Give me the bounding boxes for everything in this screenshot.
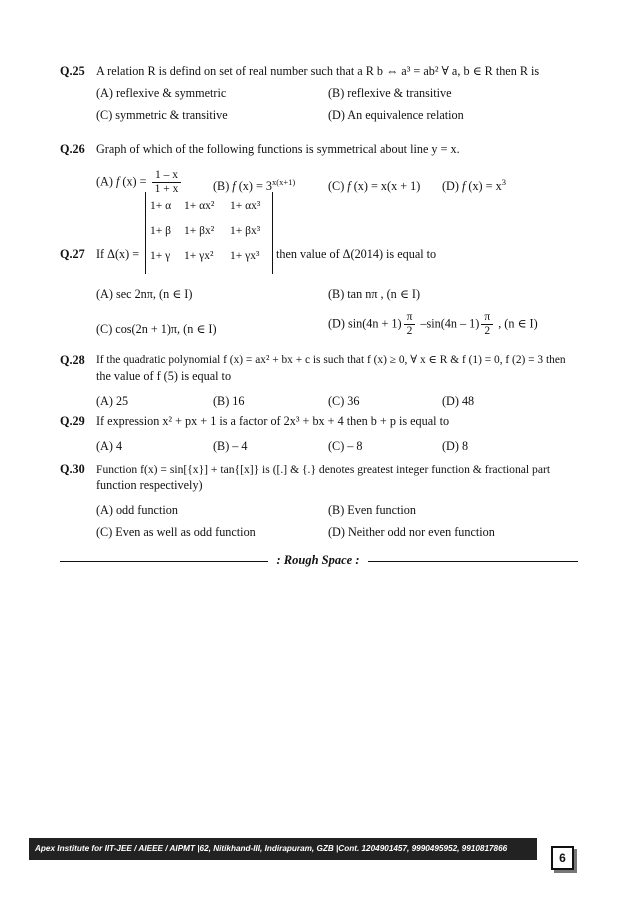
question-stem: If the quadratic polynomial f (x) = ax² + bx + c is such that f (x) ≥ 0, ∀ x ∈ R & f (1) = 0, f (2) = 3 then xyxy=(96,354,566,366)
question-26 xyxy=(60,142,580,160)
option-b: (B) 16 xyxy=(213,394,245,408)
option-text: , (n ∈ I) xyxy=(495,316,538,331)
option-a: (A) 4 xyxy=(96,439,123,453)
matrix-cell: 1+ αx³ xyxy=(230,200,261,212)
option-b: (B) reflexive & transitive xyxy=(328,86,452,100)
option-label: (D) xyxy=(442,179,462,193)
rough-divider-right xyxy=(368,561,578,562)
question-stem: A relation R is defind on set of real number such that a R b ⇔ a³ = ab² ∀ a, b ∈ R then R is xyxy=(96,64,540,78)
option-d: (D) Neither odd nor even function xyxy=(328,525,495,539)
determinant-rhs: then value of Δ(2014) is equal to xyxy=(276,247,437,261)
matrix-cell: 1+ α xyxy=(150,200,172,212)
question-28 xyxy=(60,353,580,387)
option-c: (C) symmetric & transitive xyxy=(96,108,228,122)
option-b: (B) Even function xyxy=(328,503,416,517)
option-text: (D) sin(4n + 1) xyxy=(328,316,402,331)
option-c: (C) Even as well as odd function xyxy=(96,525,256,539)
option-text: –sin(4n – 1) xyxy=(417,316,480,331)
option-c: (C) 36 xyxy=(328,394,360,408)
function-symbol: f xyxy=(461,179,466,193)
option-b: (B) – 4 xyxy=(213,439,248,453)
numerator: π xyxy=(404,311,416,325)
page-number: 6 xyxy=(551,846,574,870)
option-text: (x) = 3 xyxy=(235,179,273,193)
question-number: Q.30 xyxy=(60,462,85,476)
option-c: (C) cos(2n + 1)π, (n ∈ I) xyxy=(96,322,217,336)
matrix-cell: 1+ γ xyxy=(150,250,171,262)
question-number: Q.29 xyxy=(60,414,85,428)
option-a: (A) 25 xyxy=(96,394,129,408)
question-stem: Function f(x) = sin[{x}] + tan{[x]} is ([.] & {.} denotes greatest integer function & fractional part xyxy=(96,463,551,476)
option-c: (C) – 8 xyxy=(328,439,363,453)
rough-space-area xyxy=(60,575,578,815)
option-text: (x) = x(x + 1) xyxy=(350,179,421,193)
exponent: x(x+1) xyxy=(272,176,296,187)
option-a: (A) odd function xyxy=(96,503,178,517)
option-a: (A) reflexive & symmetric xyxy=(96,86,227,100)
rough-divider-left xyxy=(60,561,268,562)
option-b: (B) tan nπ , (n ∈ I) xyxy=(328,287,421,301)
rough-space-label: : Rough Space : xyxy=(276,553,360,567)
option-label: (A) xyxy=(96,174,116,189)
exponent: 3 xyxy=(501,176,506,187)
matrix-cell: 1+ β xyxy=(150,225,171,237)
option-c xyxy=(328,179,420,194)
matrix-cell: 1+ αx² xyxy=(184,200,215,212)
option-label: (C) xyxy=(328,179,348,193)
option-d xyxy=(328,311,538,338)
matrix-cell: 1+ γx³ xyxy=(230,250,260,262)
function-symbol: f xyxy=(232,179,236,193)
matrix-cell: 1+ βx³ xyxy=(230,225,261,237)
option-d xyxy=(442,176,506,194)
question-stem: Graph of which of the following functions is symmetrical about line y = x. xyxy=(96,142,460,156)
option-label: (B) xyxy=(213,179,233,193)
denominator: 1 + x xyxy=(154,183,179,195)
question-29 xyxy=(60,414,580,432)
question-number: Q.25 xyxy=(60,64,85,78)
fraction xyxy=(404,311,416,338)
question-stem-line2: the value of f (5) is equal to xyxy=(96,369,232,383)
matrix-cell: 1+ γx² xyxy=(184,250,214,262)
function-symbol: f xyxy=(115,174,120,189)
denominator: 2 xyxy=(406,325,413,337)
determinant-lhs: If Δ(x) = xyxy=(96,247,140,261)
numerator: π xyxy=(481,311,493,325)
question-stem-line2: function respectively) xyxy=(96,478,203,492)
option-text: (x) = xyxy=(119,174,150,189)
footer-banner: Apex Institute for IIT-JEE / AIEEE / AIPMT |62, Nitikhand-III, Indirapuram, GZB |Cont. 1204901457, 9990495952, 9910817866 xyxy=(29,838,537,860)
option-text: (x) = x xyxy=(465,179,502,193)
question-number: Q.28 xyxy=(60,353,85,367)
question-stem: If expression x² + px + 1 is a factor of 2x³ + bx + 4 then b + p is equal to xyxy=(96,414,450,428)
question-30 xyxy=(60,462,580,496)
question-number: Q.26 xyxy=(60,142,85,156)
determinant-matrix xyxy=(145,192,273,274)
option-d: (D) 8 xyxy=(442,439,469,453)
denominator: 2 xyxy=(484,325,491,337)
option-d: (D) 48 xyxy=(442,394,475,408)
option-a: (A) sec 2nπ, (n ∈ I) xyxy=(96,287,193,301)
function-symbol: f xyxy=(347,179,351,193)
option-d: (D) An equivalence relation xyxy=(328,108,464,122)
numerator: 1 – x xyxy=(152,169,182,183)
question-number: Q.27 xyxy=(60,247,85,261)
fraction xyxy=(481,311,493,338)
matrix-cell: 1+ βx² xyxy=(184,225,215,237)
